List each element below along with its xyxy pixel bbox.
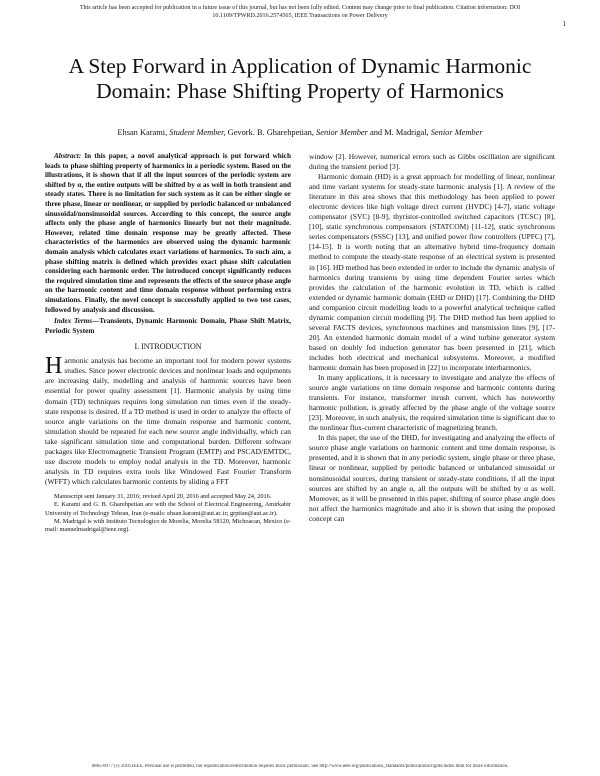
author-3-role: Senior Member [430, 128, 483, 137]
index-terms [45, 317, 291, 336]
body-paragraph-0: window [2]. However, numerical errors such as Gibbs oscillation are significant during the transient period [3]. [309, 152, 555, 172]
right-column [309, 152, 555, 524]
intro-paragraph-1 [45, 353, 291, 487]
index-terms-label: Index Terms [54, 317, 93, 326]
abstract-label: Abstract: [54, 152, 82, 160]
author-3-name: and M. Madrigal, [367, 128, 431, 137]
body-paragraph-3: In this paper, the use of the DHD, for investigating and analyzing the effects of source phase angle variations on harmonic content and time domain response, is presented, and it is shown that in any periodic system, single phase or three phase, linear or nonlinear, supplied by periodic balanced or unbalanced sinusoidal or nonsinusoidal sources, during transient or steady-state conditions, if all the input sources are shifted by an angle α, all the outputs will be shifted by α as well. Moreover, as it will be presented in this paper, shifting of source phase angle does not affect the harmonics magnitude and also it is shown that using the proposed concept can [309, 433, 555, 523]
body-paragraph-2: In many applications, it is necessary to investigate and analyze the effects of source angle variations on time domain response and harmonic contents during transients. For instance, transformer inrush current, which has noteworthy harmonic pollution, is greatly affected by the phase angle of the voltage source [23]. Moreover, in such analysis, the required simulation time is significant due to the nonlinear flux-current characteristic of magnetizing branch. [309, 373, 555, 433]
abstract-text: In this paper, a novel analytical approach is put forward which leads to phase shifting property of harmonics in a periodic system. Based on the illustrations, it is shown that if all the input sources of the periodic system are shifted by α, the entire outputs will be shifted by α as well in both transient and steady states. There is no limitation for such system as it can be either single or three phase, linear or nonlinear, or supplied by periodic balanced or unbalanced sinusoidal/nonsinusoidal sources. According to this concept, the source angle affects only the phase angle of harmonics linearly but not their magnitude. However, related time domain response may be greatly affected. These characteristics of the harmonics are observed using the dynamic harmonic domain analysis which calculates exact variations of harmonics. To such aim, a phase shifting matrix is defined which provides exact phase shift calculation considering each harmonic order. The introduced concept significantly reduces the required simulation time and represents the effects of the source phase angle on the harmonic content and time domain response without performing extra simulations. Finally, the novel concept is successfully applied to two test cases, followed by analysis and discussion. [45, 152, 291, 314]
publication-notice: This article has been accepted for publication in a future issue of this journal, but has not been fully edited. Content may change prior to final publication. Citation information: DOI 10.1109/TPWRD.2016.2574565, IEEE Transactions on Power Delivery [79, 5, 521, 19]
left-column [45, 152, 291, 534]
body-paragraph-1: Harmonic domain (HD) is a great approach for modelling of linear, nonlinear and time variant systems for steady-state harmonic analysis [1]. A review of the literature in this area shows that this methodology has been applied to power electronic devices like high voltage direct current (HVDC) [4-7], static voltage compensator (SVC) [8-9], thyristor-controlled switched capacitors (TCSC) [8], [10], static synchronous compensators (STATCOM) [11-12], static synchronous series compensators (SSSC) [13], and unified power flow controllers (UPFC) [7], [14-15]. It is worth noting that an alternative hybrid time-frequency domain method to compute the steady-state response of an electrical system is presented in [16]. HD method has been extended in order to include the dynamic analysis of harmonics during transients by using time dependent Fourier series which provides the calculation of the harmonic evolution in TD, which is called extended or dynamic harmonic domain (EHD or DHD) [17]. Combining the DHD and companion circuit modelling leads to a powerful analytical technique called dynamic companion circuit modelling [9]. The DHD method has been applied to several FACTS devices, synchronous machines and transmission lines [9], [17-20]. An extended harmonic domain model of a wind turbine generator system based on doubly fed induction generator has been presented in [21], which includes both electrical and mechanical subsystems. Moreover, a modified harmonic domain has been proposed in [22] to incorporate interharmonics. [309, 172, 555, 372]
author-1-name: Ehsan Karami, [117, 128, 170, 137]
author-2-role: Senior Member [316, 128, 368, 137]
footnote-affiliation-2: M. Madrigal is with Instituto Tecnologico de Morelia, Morelia 58120, Michoacan, Mexico (e-mail: manuelmadrigal@ieee.org). [45, 517, 291, 534]
footnote-manuscript: Manuscript sent January 31, 2016; revised April 20, 2016 and accepted May 24, 2016. [54, 492, 272, 500]
author-1-role: Student Member, [169, 128, 226, 137]
footnote-affiliation-1: E. Karami and G. B. Gharehpetian are with the School of Electrical Engineering, Amirkabir University of Technology Tehran, Iran (e-mails: ehsan.karami@aut.ac.ir; grptian@aut.ac.ir). [45, 501, 291, 517]
author-line [30, 128, 570, 137]
footnotes [45, 493, 291, 534]
intro-paragraph-1-text: armonic analysis has become an important tool for modern power systems studies. Since power electronic devices and nonlinear loads and equipments are increasing daily, modelling and analysis of harmonic sources have been essential for power quality assessment [1]. Harmonic analysis by using time domain (TD) techniques requires long simulation run times even if the steady-state response is desired. If a TD method is used in order to analyze the effects of source angle variations on the time domain response and harmonic content, simulation should be repeated for each new source angle individually, which can take significant simulation time and computational burden. Different software packages like Electromagnetic Transient Program (EMTP) and PSCAD/EMTDC, use discrete models to employ nodal analysis in the TD. Moreover, harmonic analysis in TD requires extra tools like Windowed Fast Fourier Transform (WFFT) which calculates harmonic contents by sliding a FFT [45, 356, 291, 486]
page-number: 1 [562, 20, 566, 28]
author-2-name: Gevork. B. Gharehpetian, [225, 128, 317, 137]
copyright-notice: 0885-8977 (c) 2016 IEEE. Personal use is permitted, but republication/redistribution requires IEEE permission. See http://www.ieee.org/publications_standards/publications/rights/index.html for more information. [91, 764, 509, 769]
paper-title: A Step Forward in Application of Dynamic Harmonic Domain: Phase Shifting Property of Harmonics [68, 54, 532, 103]
abstract [45, 152, 291, 315]
section-heading-introduction: I. INTRODUCTION [134, 342, 202, 352]
index-terms-text: —Transients, Dynamic Harmonic Domain, Phase Shift Matrix, Periodic System [45, 317, 291, 335]
drop-cap: H [45, 353, 63, 380]
